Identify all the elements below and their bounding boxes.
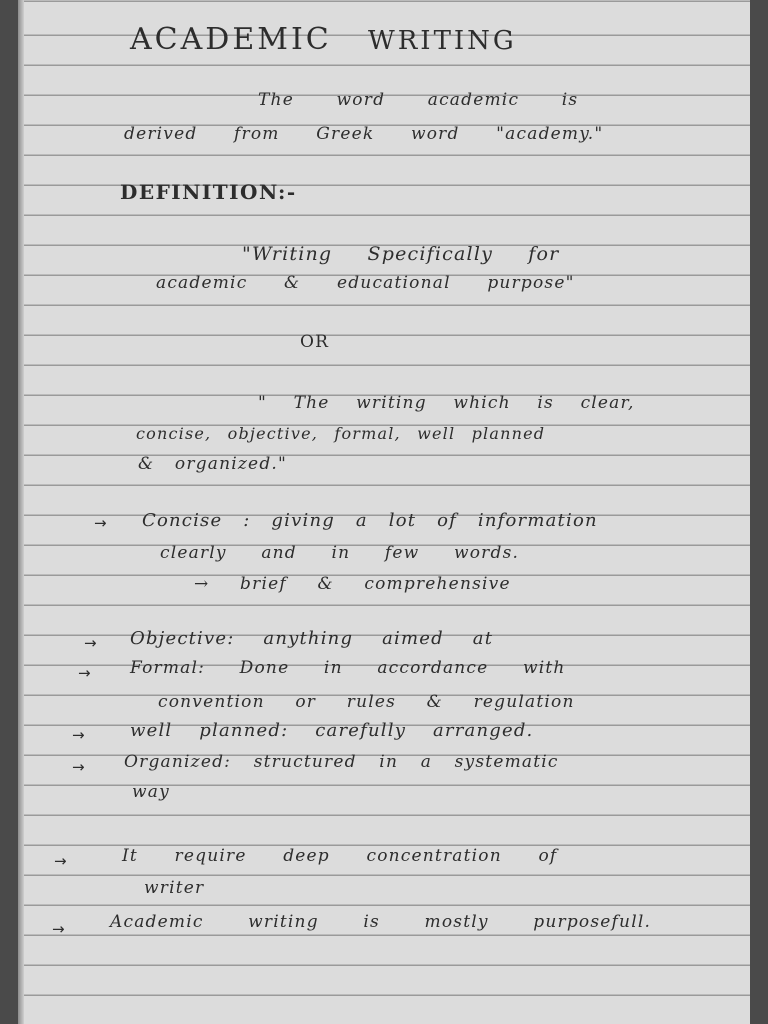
or-label: OR xyxy=(300,332,330,352)
definition-quote2-line2: concise, objective, formal, well planned xyxy=(136,424,546,443)
note1-line2: writer xyxy=(144,878,205,898)
definition-quote1-line1: "Writing Specifically for xyxy=(242,243,560,265)
term-organized-line2: way xyxy=(132,782,170,802)
title-academic: ACADEMIC xyxy=(130,22,332,57)
note1-line1: It require deep concentration of xyxy=(122,846,558,866)
arrow-icon: → xyxy=(72,758,85,776)
intro-line-1: The word academic is xyxy=(258,90,579,110)
notebook-page xyxy=(18,0,750,1024)
term-concise-line3: → brief & comprehensive xyxy=(194,574,511,594)
definition-quote2-line1: " The writing which is clear, xyxy=(258,393,635,413)
arrow-icon: → xyxy=(72,726,85,744)
arrow-icon: → xyxy=(78,664,91,682)
term-formal-line2: convention or rules & regulation xyxy=(158,692,575,712)
term-well-planned: well planned: carefully arranged. xyxy=(130,720,534,741)
term-concise-line2: clearly and in few words. xyxy=(160,543,520,563)
definition-quote2-line3: & organized." xyxy=(138,454,288,474)
intro-line-2: derived from Greek word "academy." xyxy=(124,124,604,144)
term-concise-line1: Concise : giving a lot of information xyxy=(142,510,598,531)
definition-quote1-line2: academic & educational purpose" xyxy=(156,273,575,293)
arrow-icon: → xyxy=(94,514,107,532)
term-formal-line1: Formal: Done in accordance with xyxy=(130,658,566,678)
note2: Academic writing is mostly purposefull. xyxy=(110,912,652,932)
arrow-icon: → xyxy=(84,634,97,652)
title-writing: WRITING xyxy=(368,26,517,56)
term-objective: Objective: anything aimed at xyxy=(130,628,494,649)
definition-heading: DEFINITION:- xyxy=(120,180,297,204)
arrow-icon: → xyxy=(54,852,67,870)
term-organized-line1: Organized: structured in a systematic xyxy=(124,752,559,772)
arrow-icon: → xyxy=(52,920,65,938)
